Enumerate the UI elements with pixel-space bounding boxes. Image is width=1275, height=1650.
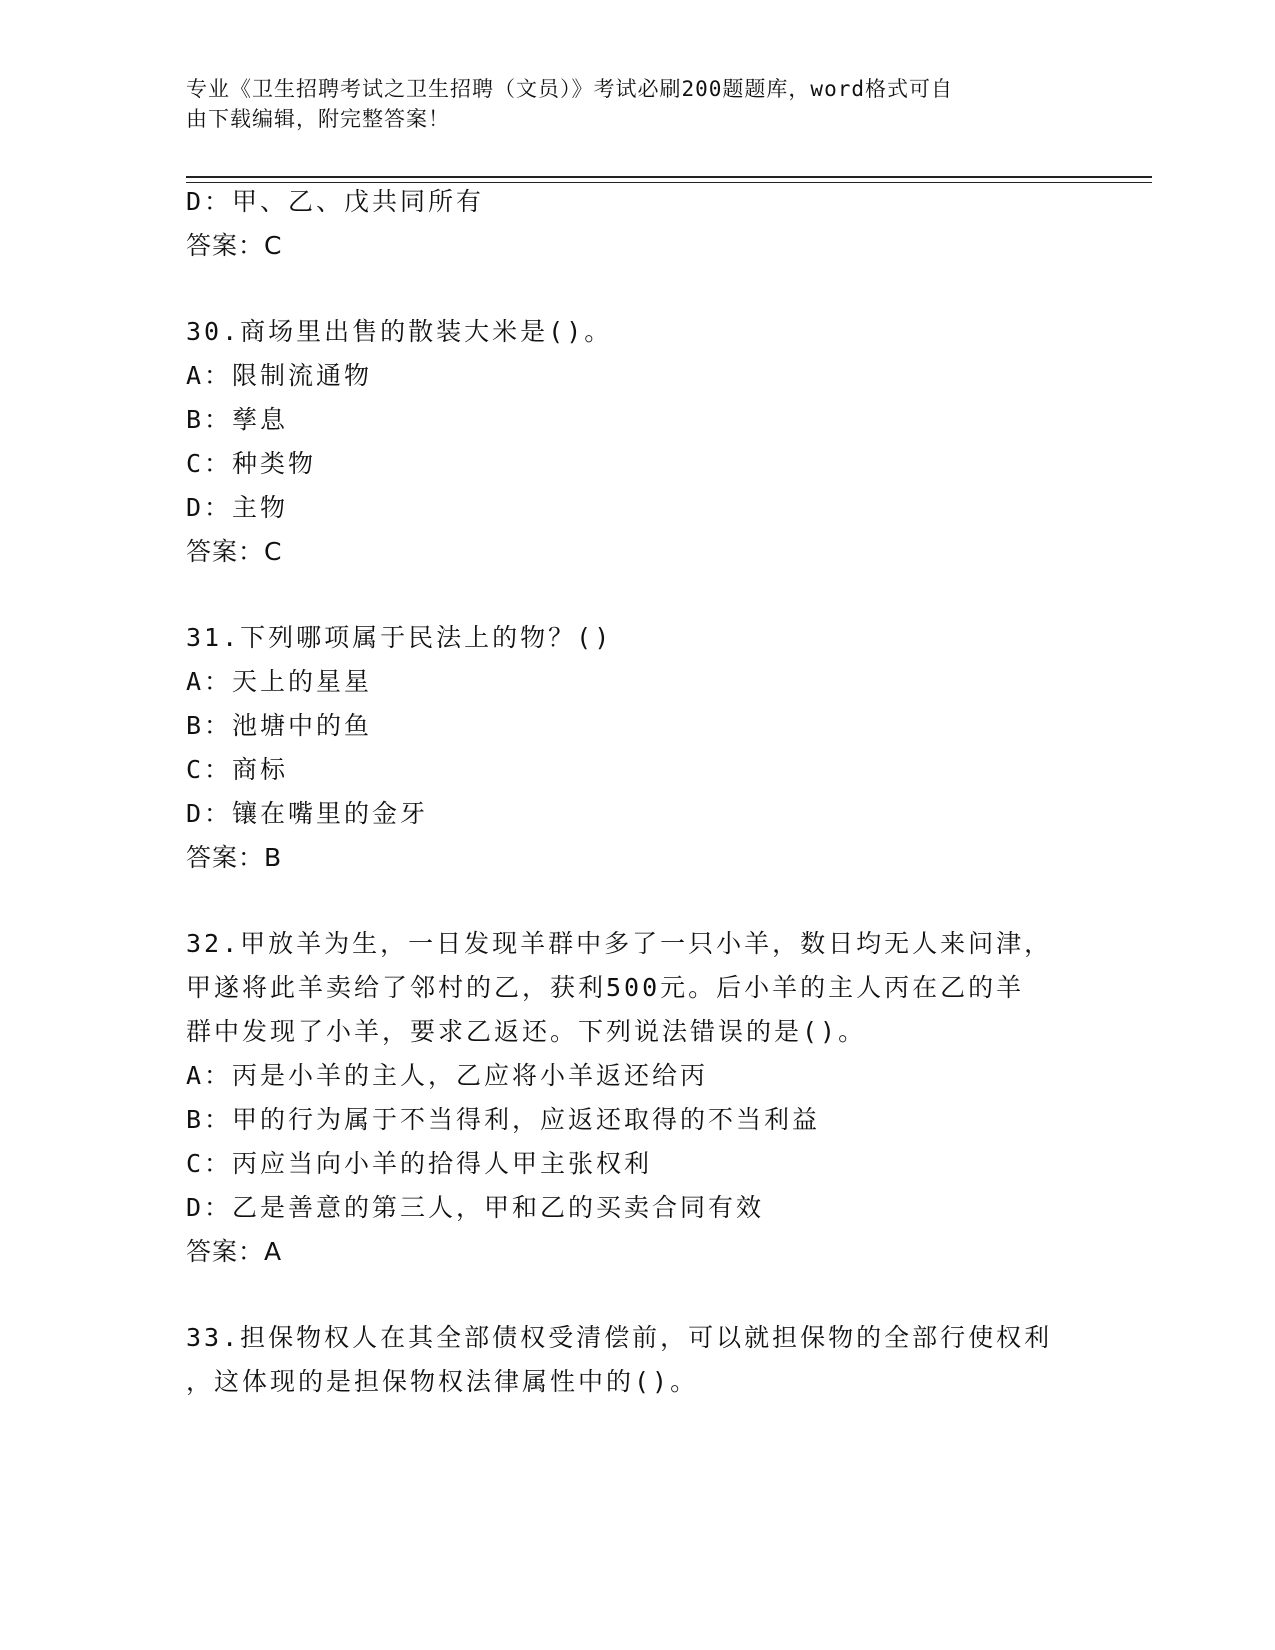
header-title-line-1: 专业《卫生招聘考试之卫生招聘（文员）》考试必刷200题题库，word格式可自 (186, 77, 953, 101)
q30-option-b: B：孳息 (186, 405, 289, 434)
q32-stem-line-1: 32.甲放羊为生，一日发现羊群中多了一只小羊，数日均无人来问津， (186, 929, 1053, 958)
q30-option-a: A：限制流通物 (186, 361, 373, 390)
q30-option-c: C：种类物 (186, 449, 317, 478)
header-divider-thin (186, 182, 1152, 183)
q31-option-c: C：商标 (186, 755, 289, 784)
document-header (186, 74, 1066, 134)
header-title-line-2: 由下载编辑，附完整答案！ (186, 107, 450, 131)
q31-answer: 答案：B (186, 843, 283, 872)
q33-stem-line-1: 33.担保物权人在其全部债权受清偿前，可以就担保物的全部行使权利 (186, 1323, 1053, 1352)
q32-stem-line-2: 甲遂将此羊卖给了邻村的乙，获利500元。后小羊的主人丙在乙的羊 (186, 973, 1025, 1002)
q31-option-d: D：镶在嘴里的金牙 (186, 799, 429, 828)
q30-option-d: D：主物 (186, 493, 289, 522)
q31-option-b: B：池塘中的鱼 (186, 711, 373, 740)
q32-option-a: A：丙是小羊的主人，乙应将小羊返还给丙 (186, 1061, 709, 1090)
q29-option-d: D：甲、乙、戊共同所有 (186, 187, 485, 216)
q31-option-a: A：天上的星星 (186, 667, 373, 696)
q29-answer: 答案：C (186, 231, 283, 260)
q30-answer: 答案：C (186, 537, 283, 566)
header-divider-thick (186, 176, 1152, 178)
q32-answer: 答案：A (186, 1237, 283, 1266)
q32-option-d: D：乙是善意的第三人，甲和乙的买卖合同有效 (186, 1193, 765, 1222)
q33-stem-line-2: ，这体现的是担保物权法律属性中的()。 (186, 1367, 699, 1396)
q31-stem: 31.下列哪项属于民法上的物？() (186, 623, 613, 652)
q32-option-b: B：甲的行为属于不当得利，应返还取得的不当利益 (186, 1105, 821, 1134)
q32-option-c: C：丙应当向小羊的拾得人甲主张权利 (186, 1149, 653, 1178)
q30-stem: 30.商场里出售的散装大米是()。 (186, 317, 613, 346)
q32-stem-line-3: 群中发现了小羊，要求乙返还。下列说法错误的是()。 (186, 1017, 867, 1046)
